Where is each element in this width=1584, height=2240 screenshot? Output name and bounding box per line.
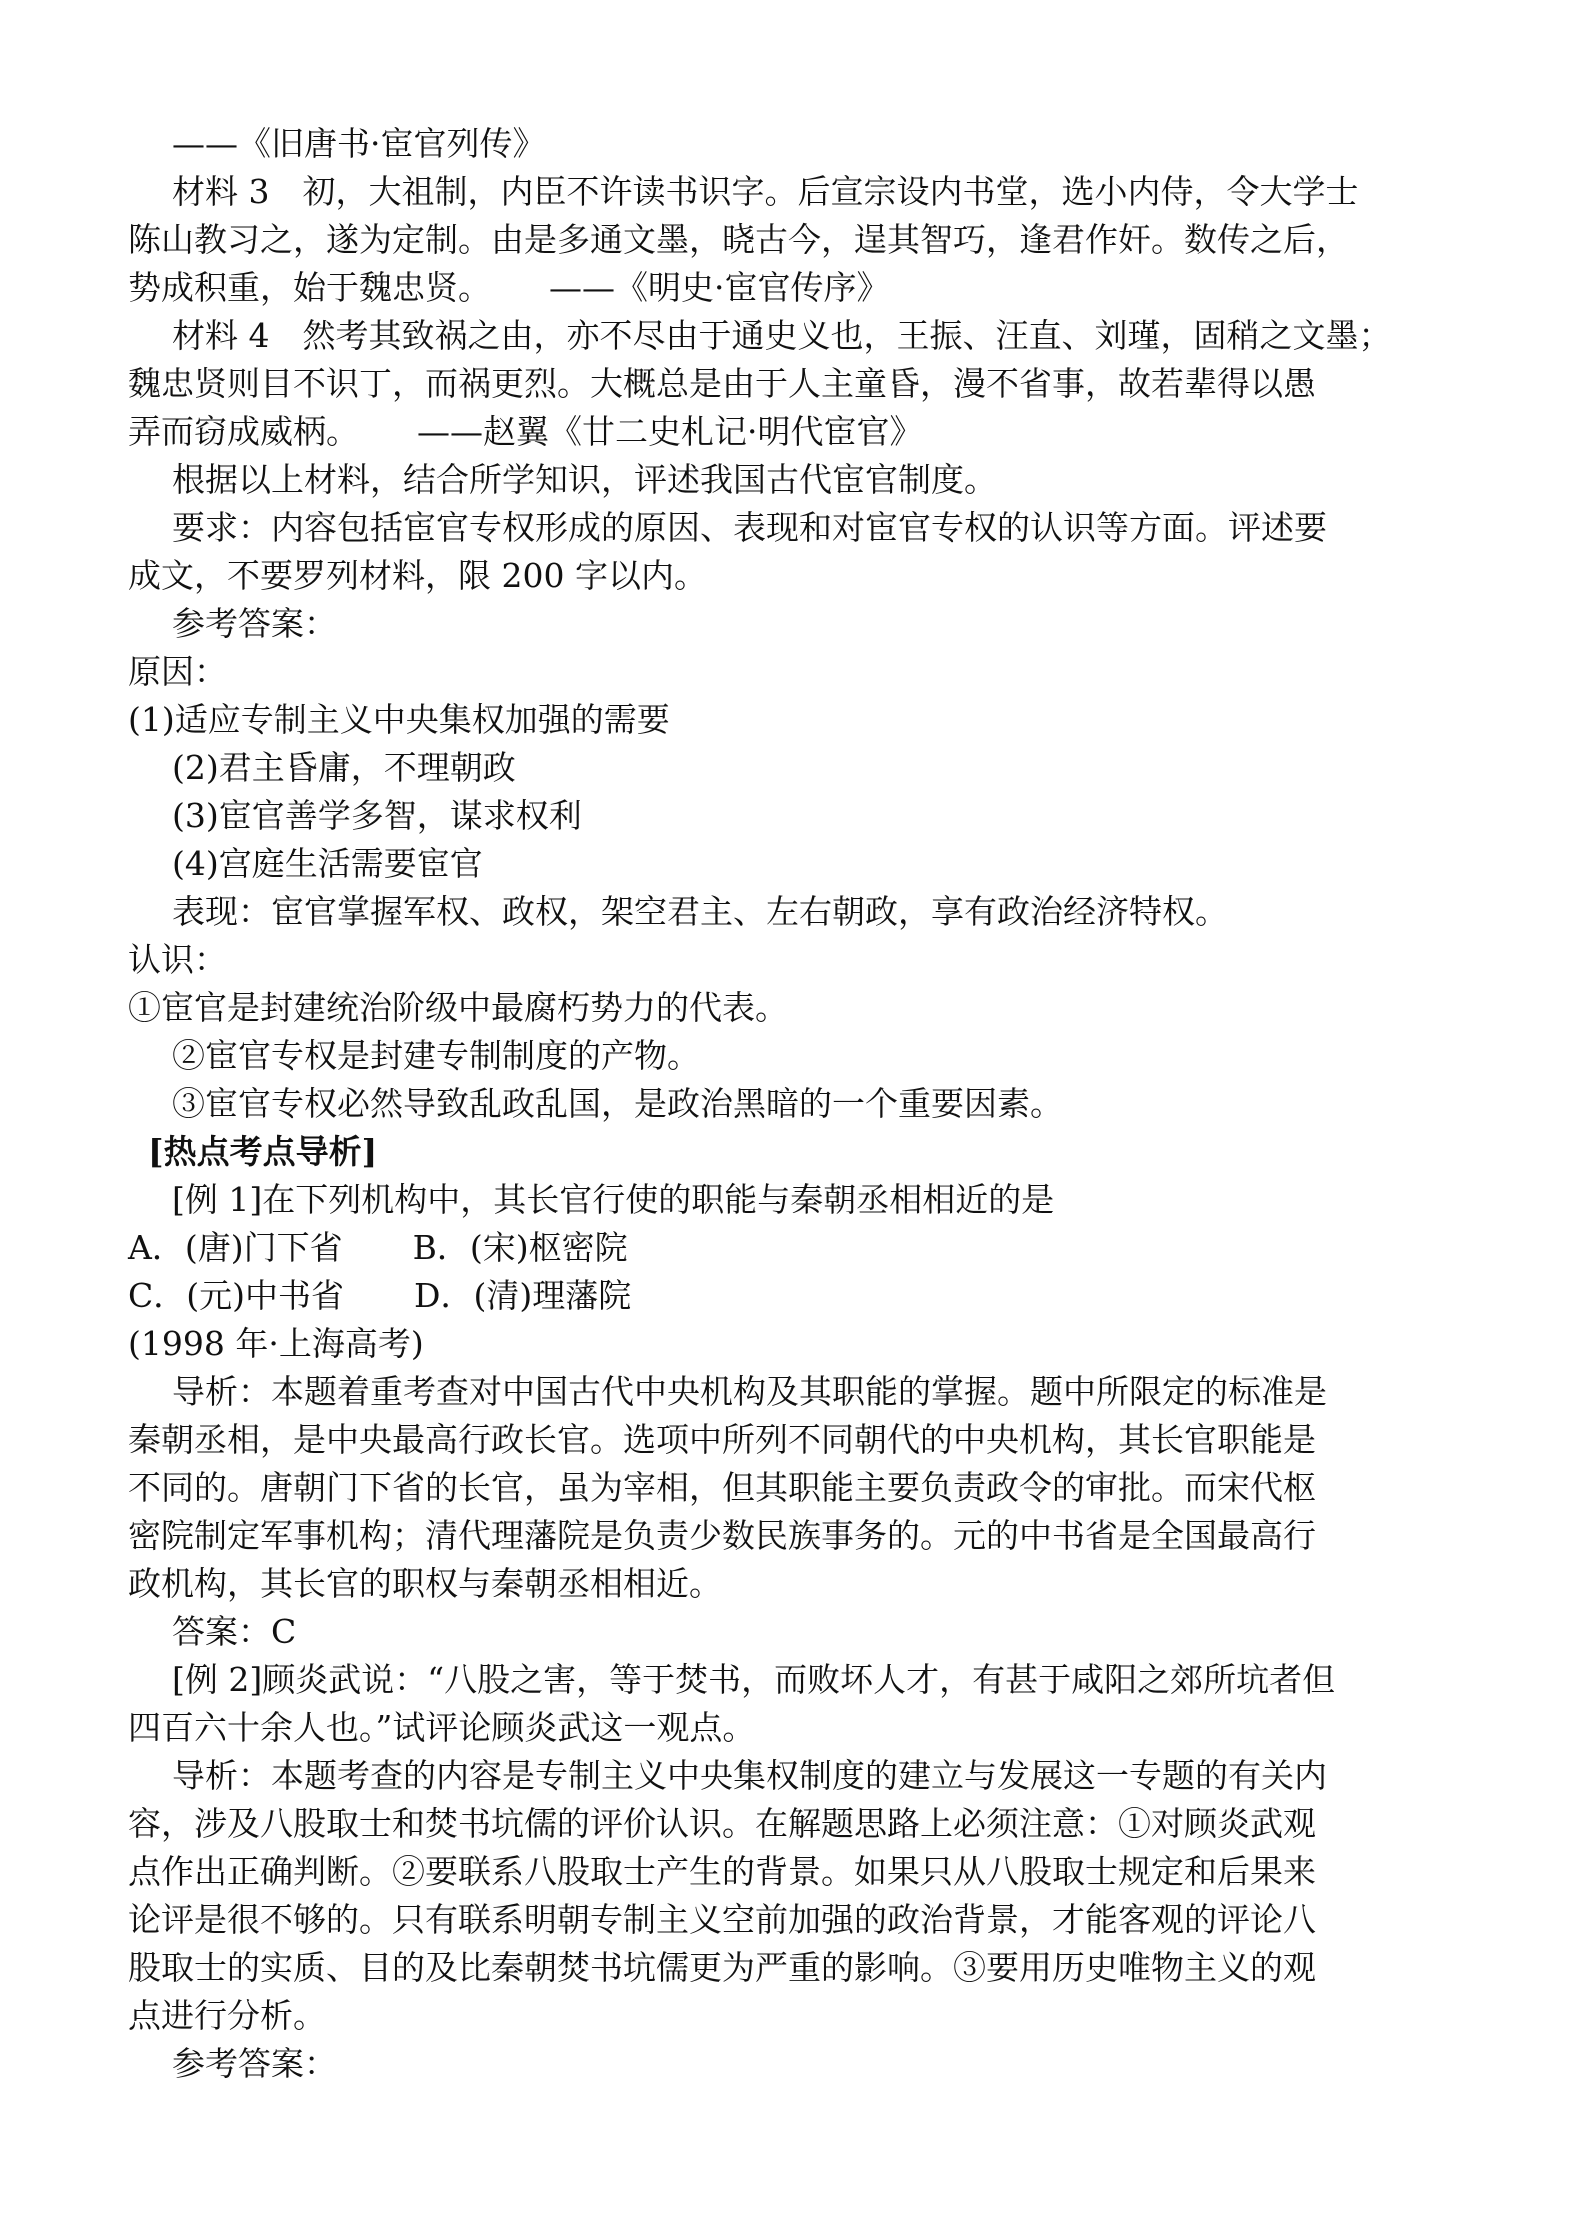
material-4-text-end: 弄而窃成威柄。: [128, 412, 359, 451]
example-1-options-row-1: [128, 1224, 1468, 1272]
material-3-line-2: 陈山教习之，遂为定制。由是多通文墨，晓古今，逞其智巧，逢君作奸。数传之后，: [128, 220, 1349, 259]
example-1-options-row-2: [128, 1272, 1468, 1320]
cause-item-4: (4)宫庭生活需要宦官: [172, 844, 483, 883]
example-1-analysis-line-5: 政机构，其长官的职权与秦朝丞相相近。: [128, 1564, 722, 1603]
option-d: D．(清)理藩院: [414, 1276, 632, 1315]
material-4-line-1: 材料 4 然考其致祸之由，亦不尽由于通史义也，王振、汪直、刘瑾，固稍之文墨；: [172, 316, 1392, 355]
material-4-line-3: [128, 408, 1468, 456]
view-item-1: ①宦官是封建统治阶级中最腐朽势力的代表。: [128, 988, 788, 1027]
requirement-line-1: 要求：内容包括宦官专权形成的原因、表现和对宦官专权的认识等方面。评述要: [172, 508, 1327, 547]
example-2-analysis-line-3: 点作出正确判断。②要联系八股取士产生的背景。如果只从八股取士规定和后果来: [128, 1852, 1316, 1891]
example-1-answer: 答案：C: [172, 1612, 297, 1651]
material-3-line-3: [128, 264, 1468, 312]
document-body: [128, 120, 1468, 2088]
example-1-question: [例 1]在下列机构中，其长官行使的职能与秦朝丞相相近的是: [172, 1180, 1055, 1219]
example-2-analysis-line-6: 点进行分析。: [128, 1996, 326, 2035]
view-item-3: ③宦官专权必然导致乱政乱国，是政治黑暗的一个重要因素。: [172, 1084, 1063, 1123]
view-item-2: ②宦官专权是封建专制制度的产物。: [172, 1036, 700, 1075]
material-3-text-end: 势成积重，始于魏忠贤。: [128, 268, 491, 307]
cause-label: 原因：: [128, 652, 227, 691]
option-b: B．(宋)枢密院: [412, 1228, 628, 1267]
example-1-analysis-line-4: 密院制定军事机构；清代理藩院是负责少数民族事务的。元的中书省是全国最高行: [128, 1516, 1316, 1555]
material-4-line-2: 魏忠贤则目不识丁，而祸更烈。大概总是由于人主童昏，漫不省事，故若辈得以愚: [128, 364, 1316, 403]
option-a: A．(唐)门下省: [128, 1228, 343, 1267]
example-2-analysis-line-4: 论评是很不够的。只有联系明朝专制主义空前加强的政治背景，才能客观的评论八: [128, 1900, 1316, 1939]
example-1-analysis-line-1: 导析：本题着重考查对中国古代中央机构及其职能的掌握。题中所限定的标准是: [172, 1372, 1327, 1411]
view-label: 认识：: [128, 940, 227, 979]
performance-line: 表现：宦官掌握军权、政权，架空君主、左右朝政，享有政治经济特权。: [172, 892, 1228, 931]
example-1-source: (1998 年·上海高考): [128, 1324, 424, 1363]
material-3-citation: ——《明史·宦官传序》: [549, 268, 890, 307]
example-2-analysis-line-1: 导析：本题考查的内容是专制主义中央集权制度的建立与发展这一专题的有关内: [172, 1756, 1327, 1795]
example-2-analysis-line-2: 容，涉及八股取士和焚书坑儒的评价认识。在解题思路上必须注意：①对顾炎武观: [128, 1804, 1316, 1843]
section-heading: [热点考点导析]: [148, 1132, 378, 1171]
example-2-analysis-line-5: 股取士的实质、目的及比秦朝焚书坑儒更为严重的影响。③要用历史唯物主义的观: [128, 1948, 1316, 1987]
reference-answer-label: 参考答案：: [172, 604, 337, 643]
example-2-reference-answer-label: 参考答案：: [172, 2044, 337, 2083]
option-c: C．(元)中书省: [128, 1276, 344, 1315]
cause-item-2: (2)君主昏庸，不理朝政: [172, 748, 516, 787]
example-1-analysis-line-2: 秦朝丞相，是中央最高行政长官。选项中所列不同朝代的中央机构，其长官职能是: [128, 1420, 1316, 1459]
material-3-line-1: 材料 3 初，大祖制，内臣不许读书识字。后宣宗设内书堂，选小内侍，令大学士: [172, 172, 1359, 211]
material-4-citation: ——赵翼《廿二史札记·明代宦官》: [417, 412, 923, 451]
requirement-line-2: 成文，不要罗列材料，限 200 字以内。: [128, 556, 707, 595]
example-2-question-line-2: 四百六十余人也。”试评论顾炎武这一观点。: [128, 1708, 756, 1747]
question-line: 根据以上材料，结合所学知识，评述我国古代宦官制度。: [172, 460, 997, 499]
example-1-analysis-line-3: 不同的。唐朝门下省的长官，虽为宰相，但其职能主要负责政令的审批。而宋代枢: [128, 1468, 1316, 1507]
example-2-question-line-1: [例 2]顾炎武说：“八股之害，等于焚书，而败坏人才，有甚于咸阳之郊所坑者但: [172, 1660, 1336, 1699]
cause-item-3: (3)宦官善学多智，谋求权利: [172, 796, 582, 835]
source-citation-1: ——《旧唐书·宦官列传》: [172, 124, 546, 163]
cause-item-1: (1)适应专制主义中央集权加强的需要: [128, 700, 670, 739]
